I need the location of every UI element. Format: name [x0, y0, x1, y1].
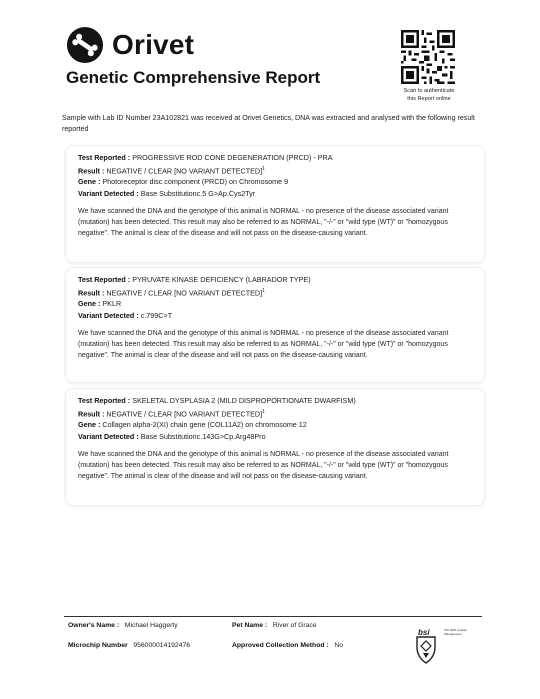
pet-name-field: Pet Name : River of Grace [232, 622, 317, 629]
result-value: NEGATIVE / CLEAR [NO VARIANT DETECTED] [106, 408, 263, 418]
result-card [66, 146, 484, 262]
qr-code-icon[interactable] [401, 30, 455, 84]
microchip-value: 956000014192476 [133, 642, 191, 649]
result-row: Result : NEGATIVE / CLEAR [NO VARIANT DETECTED]$^1$ [78, 165, 265, 175]
variant-row: Variant Detected : c.799C>T [78, 310, 173, 320]
result-value: NEGATIVE / CLEAR [NO VARIANT DETECTED] [106, 287, 263, 297]
owner-name-field: Owner's Name : Michael Haggerty [68, 622, 178, 629]
test-reported-row: Test Reported : PYRUVATE KINASE DEFICIENCY (LABRADOR TYPE) [78, 275, 311, 284]
variant-value: Base Substitutionc.143G>Cp.Arg48Pro [140, 431, 266, 441]
variant-value: c.799C>T [140, 310, 173, 320]
report-title: Genetic Comprehensive Report [66, 68, 321, 87]
result-card [66, 389, 484, 505]
gene-value: Photoreceptor disc component (PRCD) on Chromosome 9 [102, 177, 289, 187]
gene-row: Gene : PKLR [78, 299, 122, 309]
result-row: Result : NEGATIVE / CLEAR [NO VARIANT DETECTED]$^1$ [78, 408, 265, 418]
result-description: We have scanned the DNA and the genotype of this animal is NORMAL - no presence of the disease associated variant (mutation) has been detected. This result may also be referred to as NORMAL, "-/-" or "wild type (WT)" or "homozygous negative". The animal is clear of the disease and will not pass on the disease-causing variant. [78, 330, 449, 360]
gene-value: PKLR [102, 299, 122, 309]
result-value: NEGATIVE / CLEAR [NO VARIANT DETECTED] [106, 165, 263, 175]
gene-row: Gene : Collagen alpha-2(XI) chain gene (COL11A2) on chromosome 12 [78, 420, 307, 430]
footer-divider [64, 616, 482, 617]
intro-paragraph: Sample with Lab ID Number 23A102821 was received at Orivet Genetics, DNA was extracted and analysed with the following result reported [62, 114, 475, 133]
test-name: PYRUVATE KINASE DEFICIENCY (LABRADOR TYPE) [132, 275, 311, 284]
collection-method-value: No [334, 642, 344, 649]
bsi-wordmark: bsi [418, 628, 430, 637]
orivet-logo [66, 26, 194, 64]
owner-name-value: Michael Haggerty [124, 622, 178, 629]
result-card [66, 268, 484, 382]
result-row: Result : NEGATIVE / CLEAR [NO VARIANT DETECTED]$^1$ [78, 287, 265, 297]
test-name: PROGRESSIVE ROD CONE DEGENERATION (PRCD) - PRA [132, 153, 333, 162]
pet-name-value: River of Grace [272, 622, 317, 629]
bsi-certification-text: ISO 9001 Quality Management [444, 628, 467, 636]
variant-value: Base Substitutionc.5 G>Ap.Cys2Tyr [140, 188, 256, 198]
test-name: SKELETAL DYSPLASIA 2 (MILD DISPROPORTIONATE DWARFISM) [132, 396, 356, 405]
dog-bone-logo-icon [66, 26, 104, 64]
variant-row: Variant Detected : Base Substitutionc.5 G>Ap.Cys2Tyr [78, 188, 256, 198]
microchip-field: Microchip Number 956000014192476 [68, 642, 191, 649]
brand-name: Orivet [112, 29, 195, 60]
result-description: We have scanned the DNA and the genotype of this animal is NORMAL - no presence of the disease associated variant (mutation) has been detected. This result may also be referred to as NORMAL, "-/-" or "wild type (WT)" or "homozygous negative". The animal is clear of the disease and will not pass on the disease-causing variant. [78, 451, 449, 481]
gene-value: Collagen alpha-2(XI) chain gene (COL11A2) on chromosome 12 [102, 420, 307, 430]
result-description: We have scanned the DNA and the genotype of this animal is NORMAL - no presence of the disease associated variant (mutation) has been detected. This result may also be referred to as NORMAL, "-/-" or "wild type (WT)" or "homozygous negative". The animal is clear of the disease and will not pass on the disease-causing variant. [78, 208, 449, 238]
collection-method-field: Approved Collection Method : No [232, 642, 344, 649]
qr-caption: Scan to authenticate this Report online [403, 88, 455, 102]
variant-row: Variant Detected : Base Substitutionc.143G>Cp.Arg48Pro [78, 431, 266, 441]
test-reported-row: Test Reported : PROGRESSIVE ROD CONE DEGENERATION (PRCD) - PRA [78, 153, 333, 162]
gene-row: Gene : Photoreceptor disc component (PRCD) on Chromosome 9 [78, 177, 289, 187]
bsi-kitemark-icon [409, 626, 443, 666]
test-reported-row: Test Reported : SKELETAL DYSPLASIA 2 (MILD DISPROPORTIONATE DWARFISM) [78, 396, 356, 405]
